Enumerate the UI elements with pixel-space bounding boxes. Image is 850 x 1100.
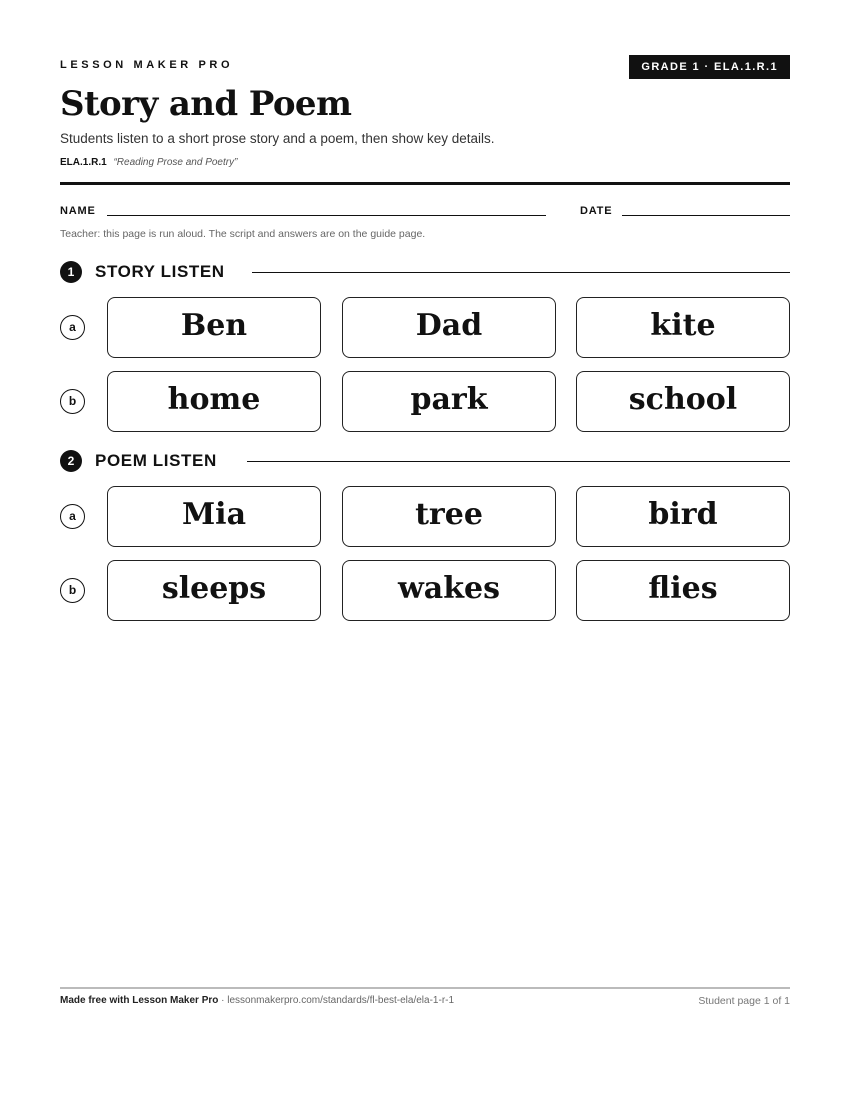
section-rule — [247, 461, 790, 462]
header-divider — [60, 182, 790, 185]
page-title: Story and Poem — [60, 84, 352, 124]
footer-url[interactable]: · lessonmakerpro.com/standards/fl-best-ela/ela-1-r-1 — [218, 995, 455, 1006]
word-card[interactable]: Mia — [107, 486, 321, 547]
word-card[interactable]: flies — [576, 560, 790, 621]
word-card[interactable]: tree — [342, 486, 556, 547]
row-letter: a — [60, 504, 85, 529]
worksheet-page — [60, 0, 790, 1100]
date-field[interactable] — [622, 215, 790, 216]
footer-credit — [60, 995, 454, 1006]
section-number-badge: 1 — [60, 261, 82, 283]
word-card[interactable]: kite — [576, 297, 790, 358]
word-card[interactable]: school — [576, 371, 790, 432]
name-field[interactable] — [107, 215, 546, 216]
word-card[interactable]: home — [107, 371, 321, 432]
row-letter: a — [60, 315, 85, 340]
word-card[interactable]: sleeps — [107, 560, 321, 621]
brand-name: LESSON MAKER PRO — [60, 59, 234, 71]
word-card[interactable]: bird — [576, 486, 790, 547]
row-letter: b — [60, 389, 85, 414]
grade-badge: GRADE 1 · ELA.1.R.1 — [629, 55, 790, 79]
section-title: STORY LISTEN — [95, 262, 225, 281]
section-poem-listen — [60, 450, 790, 472]
footer-divider — [60, 987, 790, 989]
word-card[interactable]: park — [342, 371, 556, 432]
footer-made-with: Made free with Lesson Maker Pro — [60, 995, 219, 1006]
word-card[interactable]: Dad — [342, 297, 556, 358]
section-title: POEM LISTEN — [95, 451, 217, 470]
standard-line — [60, 157, 237, 168]
section-rule — [252, 272, 790, 273]
standard-code: ELA.1.R.1 — [60, 157, 107, 168]
section-number-badge: 2 — [60, 450, 82, 472]
word-card[interactable]: Ben — [107, 297, 321, 358]
word-card[interactable]: wakes — [342, 560, 556, 621]
section-story-listen — [60, 261, 790, 283]
row-letter: b — [60, 578, 85, 603]
page-subtitle: Students listen to a short prose story and a poem, then show key details. — [60, 131, 495, 146]
name-label: NAME — [60, 205, 96, 217]
standard-name: “Reading Prose and Poetry” — [113, 157, 238, 168]
date-label: DATE — [580, 205, 613, 217]
teacher-note: Teacher: this page is run aloud. The script and answers are on the guide page. — [60, 228, 426, 240]
footer-page-label: Student page 1 of 1 — [698, 995, 790, 1007]
